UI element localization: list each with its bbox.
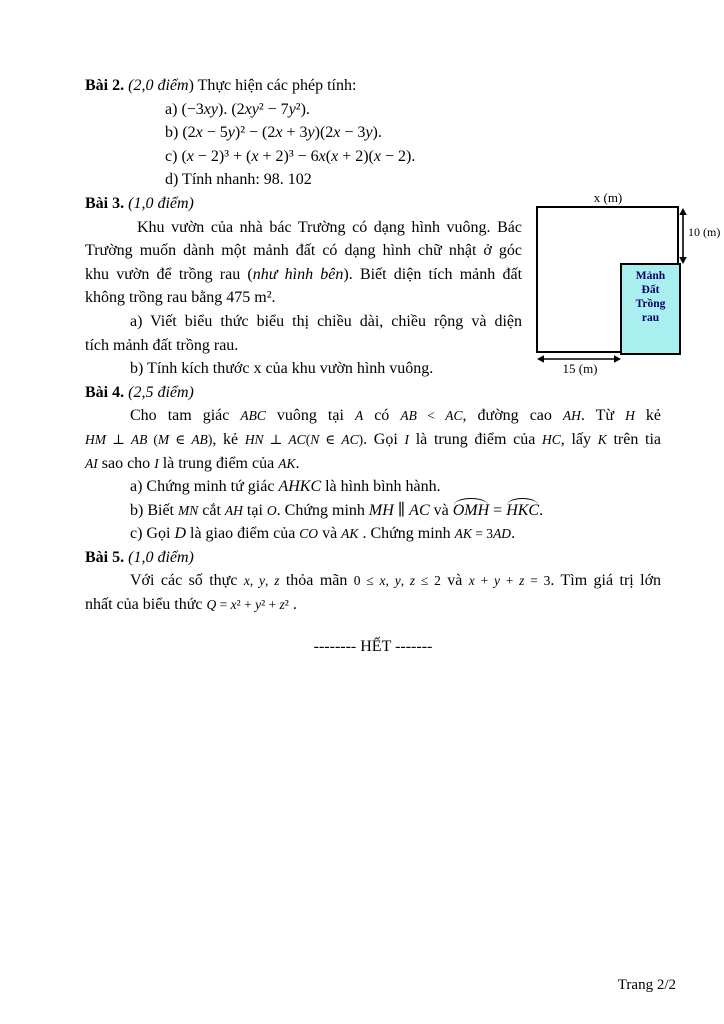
text-segment: . Chứng minh (358, 525, 455, 543)
text-segment: I (404, 431, 410, 447)
text-segment: b) Biết (130, 501, 178, 519)
text-segment: , kẻ (212, 430, 245, 448)
text-segment: tích mảnh đất trồng rau. (85, 336, 239, 354)
text-segment: AK = 3AD (454, 526, 512, 542)
text-segment: AH (562, 408, 581, 424)
text-segment: MN (178, 502, 199, 518)
bai5-line2 (85, 593, 661, 617)
text-segment: = (489, 501, 507, 519)
text-segment: Cho tam giác (130, 407, 241, 425)
text-segment: Với các số thực (130, 572, 244, 590)
text-segment: O (266, 502, 277, 518)
text-segment: là hình bình hành. (321, 478, 441, 496)
text-segment: b) (165, 124, 183, 142)
text-segment: c) Gọi (130, 525, 175, 543)
text-segment: là giao điểm của (186, 525, 300, 543)
text-segment: không trồng rau bằng 475 m². (85, 289, 276, 307)
plot-label-line: Trồng (635, 298, 666, 310)
text-segment: K (597, 431, 607, 447)
bai4-line1 (85, 404, 661, 428)
text-segment: có (363, 407, 401, 425)
text-segment: b) Tính kích thước x của khu vườn hình vuông. (130, 360, 434, 378)
text-segment: -------- HẾT ------- (313, 637, 433, 655)
text-segment: khu vườn để trồng rau ( (85, 265, 253, 283)
text-segment: x + y + z = 3 (468, 573, 551, 589)
text-segment: (−3xy). (2xy² − 7y²). (181, 100, 310, 118)
text-segment: . Tìm giá trị lớn (550, 572, 662, 590)
text-segment: (1,0 điểm) (128, 548, 194, 566)
bai5-heading (85, 546, 661, 570)
text-segment: là trung điểm của (409, 430, 543, 448)
text-segment: x, y, z (243, 573, 280, 589)
bai2-heading (85, 74, 661, 98)
bai4-line3 (85, 452, 661, 476)
text-segment: a) Chứng minh tứ giác (130, 478, 279, 496)
bai2-item-c (85, 145, 661, 169)
text-segment: tại (242, 501, 267, 519)
text-segment: là trung điểm của (158, 454, 279, 472)
text-segment: . Từ (580, 407, 626, 425)
text-segment: (2,5 điểm) (128, 383, 194, 401)
text-segment: a) Viết biểu thức biểu thị chiều dài, chiều rộng và diện (130, 312, 522, 330)
text-segment: và (440, 572, 469, 590)
bai2-item-a (85, 98, 661, 122)
text-segment: kẻ (634, 407, 661, 425)
bai2-item-d (85, 168, 661, 192)
text-segment: c) (165, 147, 182, 165)
text-segment: và (429, 501, 453, 519)
text-segment: , đường cao (462, 407, 563, 425)
text-segment: ABC (240, 408, 266, 424)
plot-label-line: rau (641, 312, 660, 324)
text-segment: AK (341, 526, 359, 542)
bai4-item-a (85, 475, 661, 499)
text-segment: Bài 3. (85, 194, 125, 212)
text-segment: . (295, 454, 300, 472)
text-segment: (1,0 điểm) (128, 194, 194, 212)
text-segment: . (539, 501, 544, 519)
text-segment: Q = x² + y² + z² (206, 597, 289, 613)
text-segment: (2,0 điểm (128, 77, 189, 94)
text-segment: . Chứng minh (276, 501, 369, 519)
dimension-label-10m: 10 (m) (688, 225, 721, 239)
text-segment: ). Biết diện tích mảnh đất (343, 265, 523, 283)
text-segment: nhất của biểu thức (85, 596, 207, 614)
dimension-label-15m: 15 (m) (562, 361, 598, 376)
het-line (85, 635, 661, 659)
text-segment: Bài 5. (85, 548, 125, 566)
bai3-item-a1 (85, 310, 522, 334)
text-segment: AK (278, 455, 296, 471)
text-segment: và (318, 525, 342, 543)
text-segment: cắt (198, 501, 225, 519)
text-segment: OMH (453, 499, 489, 523)
plot-label-line: Mảnh (635, 270, 666, 282)
text-segment: HKC (506, 499, 539, 523)
garden-figure (536, 191, 724, 387)
bai3-line3 (85, 263, 522, 287)
text-segment: CO (299, 526, 319, 542)
bai4-item-b (85, 499, 661, 523)
text-segment: . Gọi (363, 430, 405, 448)
text-segment: HN ⊥ AC(N ∈ AC) (244, 431, 364, 447)
text-segment: (x − 2)³ + (x + 2)³ − 6x(x + 2)(x − 2). (181, 147, 416, 165)
text-segment: MH ∥ AC (368, 501, 430, 519)
text-segment: . (511, 525, 516, 543)
text-segment: Trường muốn dành một mảnh đất có dạng hình chữ nhật ở góc (85, 242, 522, 260)
text-segment: Bài 2. (85, 77, 125, 94)
text-segment: . (288, 596, 297, 614)
bai3-line2 (85, 239, 522, 263)
dimension-label-x: x (m) (593, 190, 623, 205)
text-segment: HM ⊥ AB (M ∈ AB) (85, 431, 213, 447)
text-segment: , lấy (560, 430, 598, 448)
text-segment: I (154, 455, 159, 471)
bai4-item-c (85, 522, 661, 546)
plot-label-line: Đất (641, 284, 660, 296)
text-segment: H (625, 408, 635, 424)
bai2-item-b (85, 121, 661, 145)
text-segment: AH (224, 502, 243, 518)
text-segment: Khu vườn của nhà bác Trường có dạng hình vuông. Bác (137, 218, 522, 236)
text-segment: A (354, 408, 364, 424)
text-segment: D (174, 525, 186, 543)
text-segment: d) Tính nhanh: 98. 102 (165, 171, 312, 189)
page-number: Trang 2/2 (617, 977, 676, 993)
vegetable-plot (620, 263, 681, 355)
bai3-line1 (85, 216, 522, 240)
text-segment: ) Thực hiện các phép tính: (188, 77, 357, 94)
text-segment: AB < AC (400, 408, 463, 424)
text-segment: như hình bên (252, 265, 344, 283)
text-segment: sao cho (97, 454, 155, 472)
text-segment: trên tia (606, 430, 662, 448)
bai4-line2 (85, 428, 661, 452)
text-segment: vuông tại (265, 407, 355, 425)
text-segment: AHKC (278, 478, 322, 496)
text-segment: a) (165, 100, 182, 118)
text-segment: HC (542, 431, 561, 447)
text-segment: AI (85, 455, 98, 471)
text-segment: (2x − 5y)² − (2x + 3y)(2x − 3y). (182, 124, 382, 142)
text-segment: 0 ≤ x, y, z ≤ 2 (353, 573, 441, 589)
bai5-line1 (85, 569, 661, 593)
text-segment: thỏa mãn (279, 572, 354, 590)
text-segment: Bài 4. (85, 383, 125, 401)
